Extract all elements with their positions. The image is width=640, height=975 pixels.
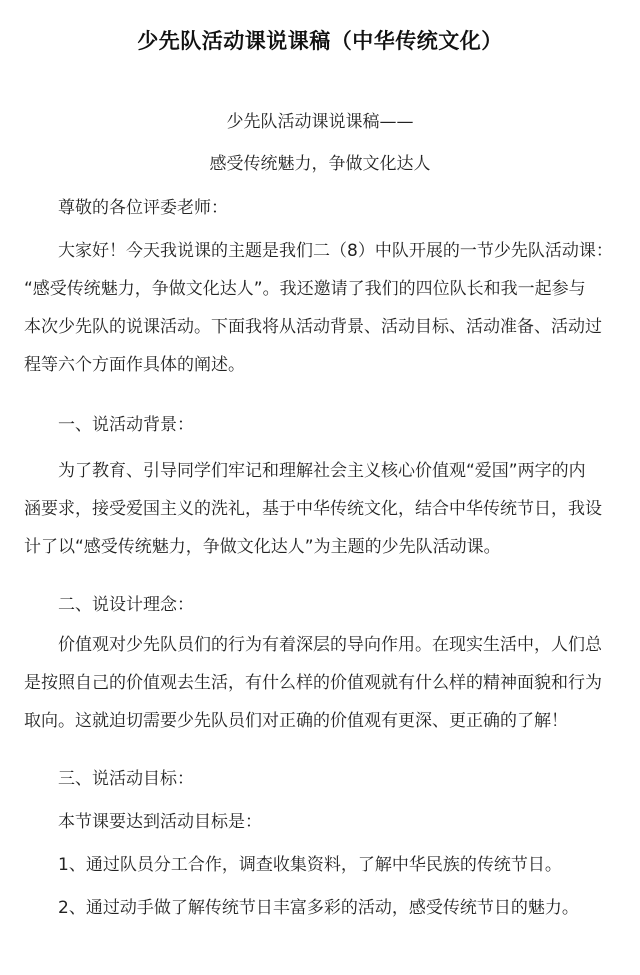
intro-paragraph: [24, 232, 618, 384]
section-1-paragraph: [24, 452, 618, 566]
section-2-heading: 二、说设计理念：: [58, 595, 194, 615]
intro-line-2: “感受传统魅力，争做文化达人”。我还邀请了我们的四位队长和我一起参与: [24, 279, 586, 299]
goal-item-2: 2、通过动手做了解传统节日丰富多彩的活动，感受传统节日的魅力。: [58, 898, 579, 918]
greeting: 尊敬的各位评委老师：: [58, 198, 228, 218]
intro-line-4: 程等六个方面作具体的阐述。: [24, 355, 245, 375]
section-1-line-3: 计了以“感受传统魅力，争做文化达人”为主题的少先队活动课。: [24, 537, 501, 557]
section-1-heading: 一、说活动背景：: [58, 415, 194, 435]
section-1-line-1: 为了教育、引导同学们牢记和理解社会主义核心价值观“爱国”两字的内: [58, 461, 586, 481]
section-2-line-1: 价值观对少先队员们的行为有着深层的导向作用。在现实生活中，人们总: [58, 635, 602, 655]
subtitle-line-2: 感受传统魅力，争做文化达人: [209, 154, 431, 174]
section-1-line-2: 涵要求，接受爱国主义的洗礼，基于中华传统文化，结合中华传统节日，我设: [24, 499, 602, 519]
section-2-paragraph: [24, 626, 618, 740]
section-3-heading: 三、说活动目标：: [58, 769, 194, 789]
section-2-line-2: 是按照自己的价值观去生活，有什么样的价值观就有什么样的精神面貌和行为: [24, 673, 602, 693]
subtitle-line-1: 少先队活动课说课稿——: [226, 112, 414, 132]
intro-line-3: 本次少先队的说课活动。下面我将从活动背景、活动目标、活动准备、活动过: [24, 317, 602, 337]
section-3-lead: 本节课要达到活动目标是：: [58, 812, 262, 832]
document-title: 少先队活动课说课稿（中华传统文化）: [137, 29, 503, 53]
section-2-line-3: 取向。这就迫切需要少先队员们对正确的价值观有更深、更正确的了解！: [24, 711, 568, 731]
intro-line-1: 大家好！今天我说课的主题是我们二（8）中队开展的一节少先队活动课：: [58, 241, 613, 261]
goal-item-1: 1、通过队员分工合作，调查收集资料，了解中华民族的传统节日。: [58, 855, 562, 875]
